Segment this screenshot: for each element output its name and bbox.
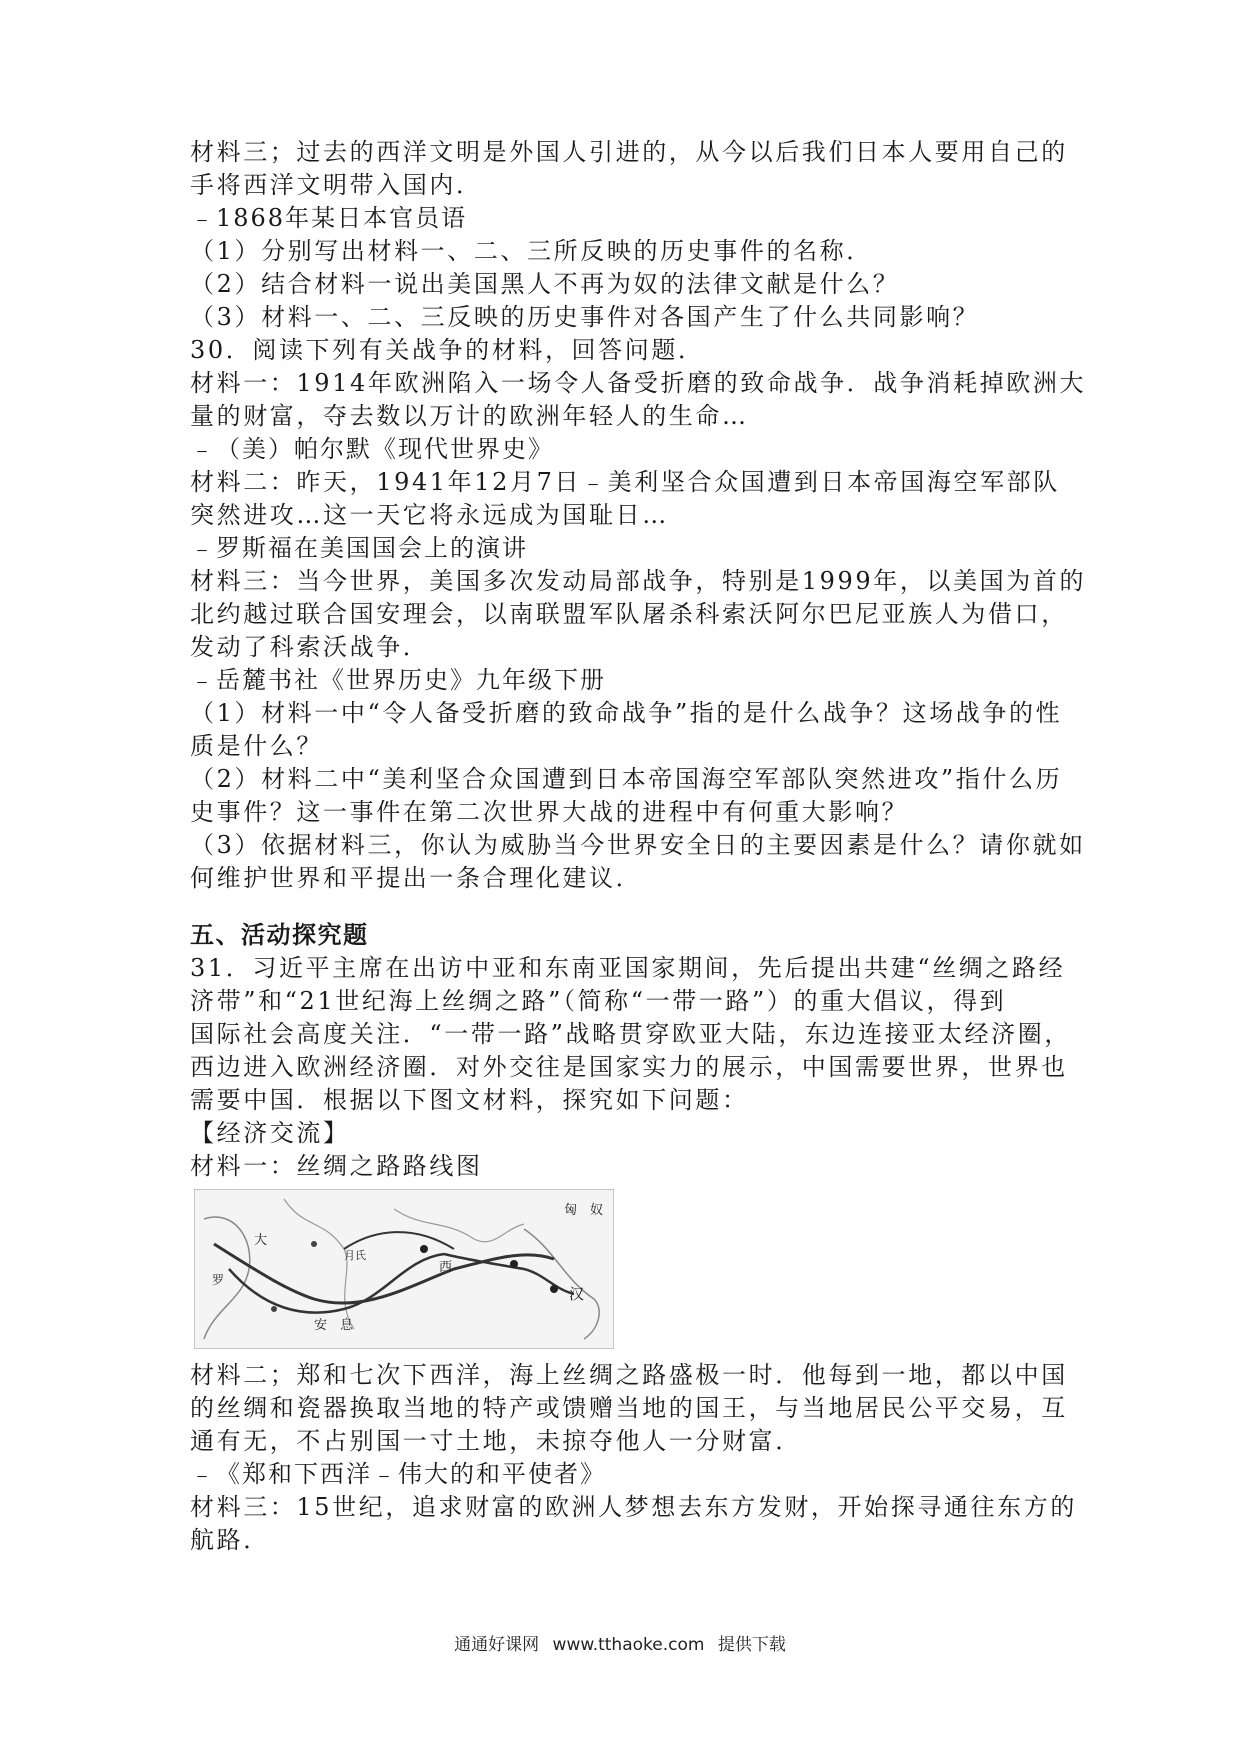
- map-label-la: 罗: [212, 1273, 225, 1287]
- document-body: [190, 136, 1087, 1557]
- text-line: （2）材料二中“美利坚合众国遭到日本帝国海空军部队突然进攻”指什么历: [190, 765, 1063, 793]
- text-line: 材料一：1914年欧洲陷入一场令人备受折磨的致命战争．战争消耗掉欧洲大: [190, 369, 1087, 397]
- text-line: 突然进攻…这一天它将永远成为国耻日…: [190, 501, 669, 529]
- text-line: 材料二；郑和七次下西洋，海上丝绸之路盛极一时．他每到一地，都以中国: [190, 1361, 1068, 1389]
- text-line: （1）材料一中“令人备受折磨的致命战争”指的是什么战争？这场战争的性: [190, 699, 1063, 727]
- map-label-xiongnu: 匈 奴: [564, 1203, 604, 1218]
- text-line: 通有无，不占别国一寸土地，未掠夺他人一分财富．: [190, 1427, 802, 1455]
- map-label-da: 大: [254, 1233, 268, 1248]
- text-line: 的丝绸和瓷器换取当地的特产或馈赠当地的国王，与当地居民公平交易，互: [190, 1394, 1068, 1422]
- text-line: 航路．: [190, 1526, 270, 1554]
- text-line: 【经济交流】: [190, 1119, 350, 1147]
- text-line: 史事件？这一事件在第二次世界大战的进程中有何重大影响？: [190, 798, 909, 826]
- map-label-xi: 西: [439, 1260, 453, 1275]
- question-31-materials: [190, 1359, 1077, 1557]
- footer-suffix: 提供下载: [717, 1635, 786, 1655]
- text-line: ﹣岳麓书社《世界历史》九年级下册: [190, 666, 606, 694]
- map-label-anxi: 安 息: [314, 1318, 354, 1333]
- page-footer: [0, 1630, 1240, 1655]
- questions-29-30: [190, 136, 1087, 895]
- text-line: （3）依据材料三，你认为威胁当今世界安全日的主要因素是什么？请你就如: [190, 831, 1086, 859]
- footer-url: www.tthaoke.com: [552, 1635, 705, 1655]
- text-line: ﹣1868年某日本官员语: [190, 204, 468, 232]
- map-label-yue: 月氏: [344, 1249, 366, 1262]
- text-line: 材料三；过去的西洋文明是外国人引进的，从今以后我们日本人要用自己的: [190, 138, 1068, 166]
- text-line: （3）材料一、二、三反映的历史事件对各国产生了什么共同影响？: [190, 303, 980, 331]
- text-line: 材料三：当今世界，美国多次发动局部战争，特别是1999年，以美国为首的: [190, 567, 1087, 595]
- text-line: ﹣罗斯福在美国国会上的演讲: [190, 534, 528, 562]
- question-31-intro: [190, 952, 1070, 1183]
- text-line: 质是什么？: [190, 732, 323, 760]
- text-line: 发动了科索沃战争．: [190, 633, 430, 661]
- footer-site-name: 通通好课网: [454, 1635, 540, 1655]
- silk-road-map: [194, 1189, 614, 1349]
- text-line: 需要中国．根据以下图文材料，探究如下问题：: [190, 1086, 749, 1114]
- text-line: 30．阅读下列有关战争的材料，回答问题．: [190, 336, 705, 364]
- text-line: 材料三：15世纪，追求财富的欧洲人梦想去东方发财，开始探寻通往东方的: [190, 1493, 1077, 1521]
- text-line: 济带”和“21世纪海上丝绸之路”（简称“一带一路”）的重大倡议，得到: [190, 987, 1007, 1015]
- text-line: ﹣《郑和下西洋﹣伟大的和平使者》: [190, 1460, 606, 1488]
- text-line: 量的财富，夺去数以万计的欧洲年轻人的生命…: [190, 402, 749, 430]
- text-line: 材料二：昨天，1941年12月7日﹣美利坚合众国遭到日本帝国海空军部队: [190, 468, 1060, 496]
- text-line: 31．习近平主席在出访中亚和东南亚国家期间，先后提出共建“丝绸之路经: [190, 954, 1066, 982]
- text-line: 材料一：丝绸之路路线图: [190, 1152, 483, 1180]
- text-line: 手将西洋文明带入国内．: [190, 171, 483, 199]
- silk-road-map-image: [194, 1189, 614, 1349]
- text-line: （1）分别写出材料一、二、三所反映的历史事件的名称．: [190, 237, 873, 265]
- text-line: （2）结合材料一说出美国黑人不再为奴的法律文献是什么？: [190, 270, 900, 298]
- text-line: 何维护世界和平提出一条合理化建议．: [190, 864, 643, 892]
- section-heading: 五、活动探究题: [190, 921, 369, 949]
- text-line: ﹣（美）帕尔默《现代世界史》: [190, 435, 554, 463]
- text-line: 北约越过联合国安理会，以南联盟军队屠杀科索沃阿尔巴尼亚族人为借口，: [190, 600, 1068, 628]
- text-line: 西边进入欧洲经济圈．对外交往是国家实力的展示，中国需要世界，世界也: [190, 1053, 1068, 1081]
- map-label-han: 汉: [569, 1285, 585, 1303]
- text-line: 国际社会高度关注．“一带一路”战略贯穿欧亚大陆，东边连接亚太经济圈，: [190, 1020, 1071, 1048]
